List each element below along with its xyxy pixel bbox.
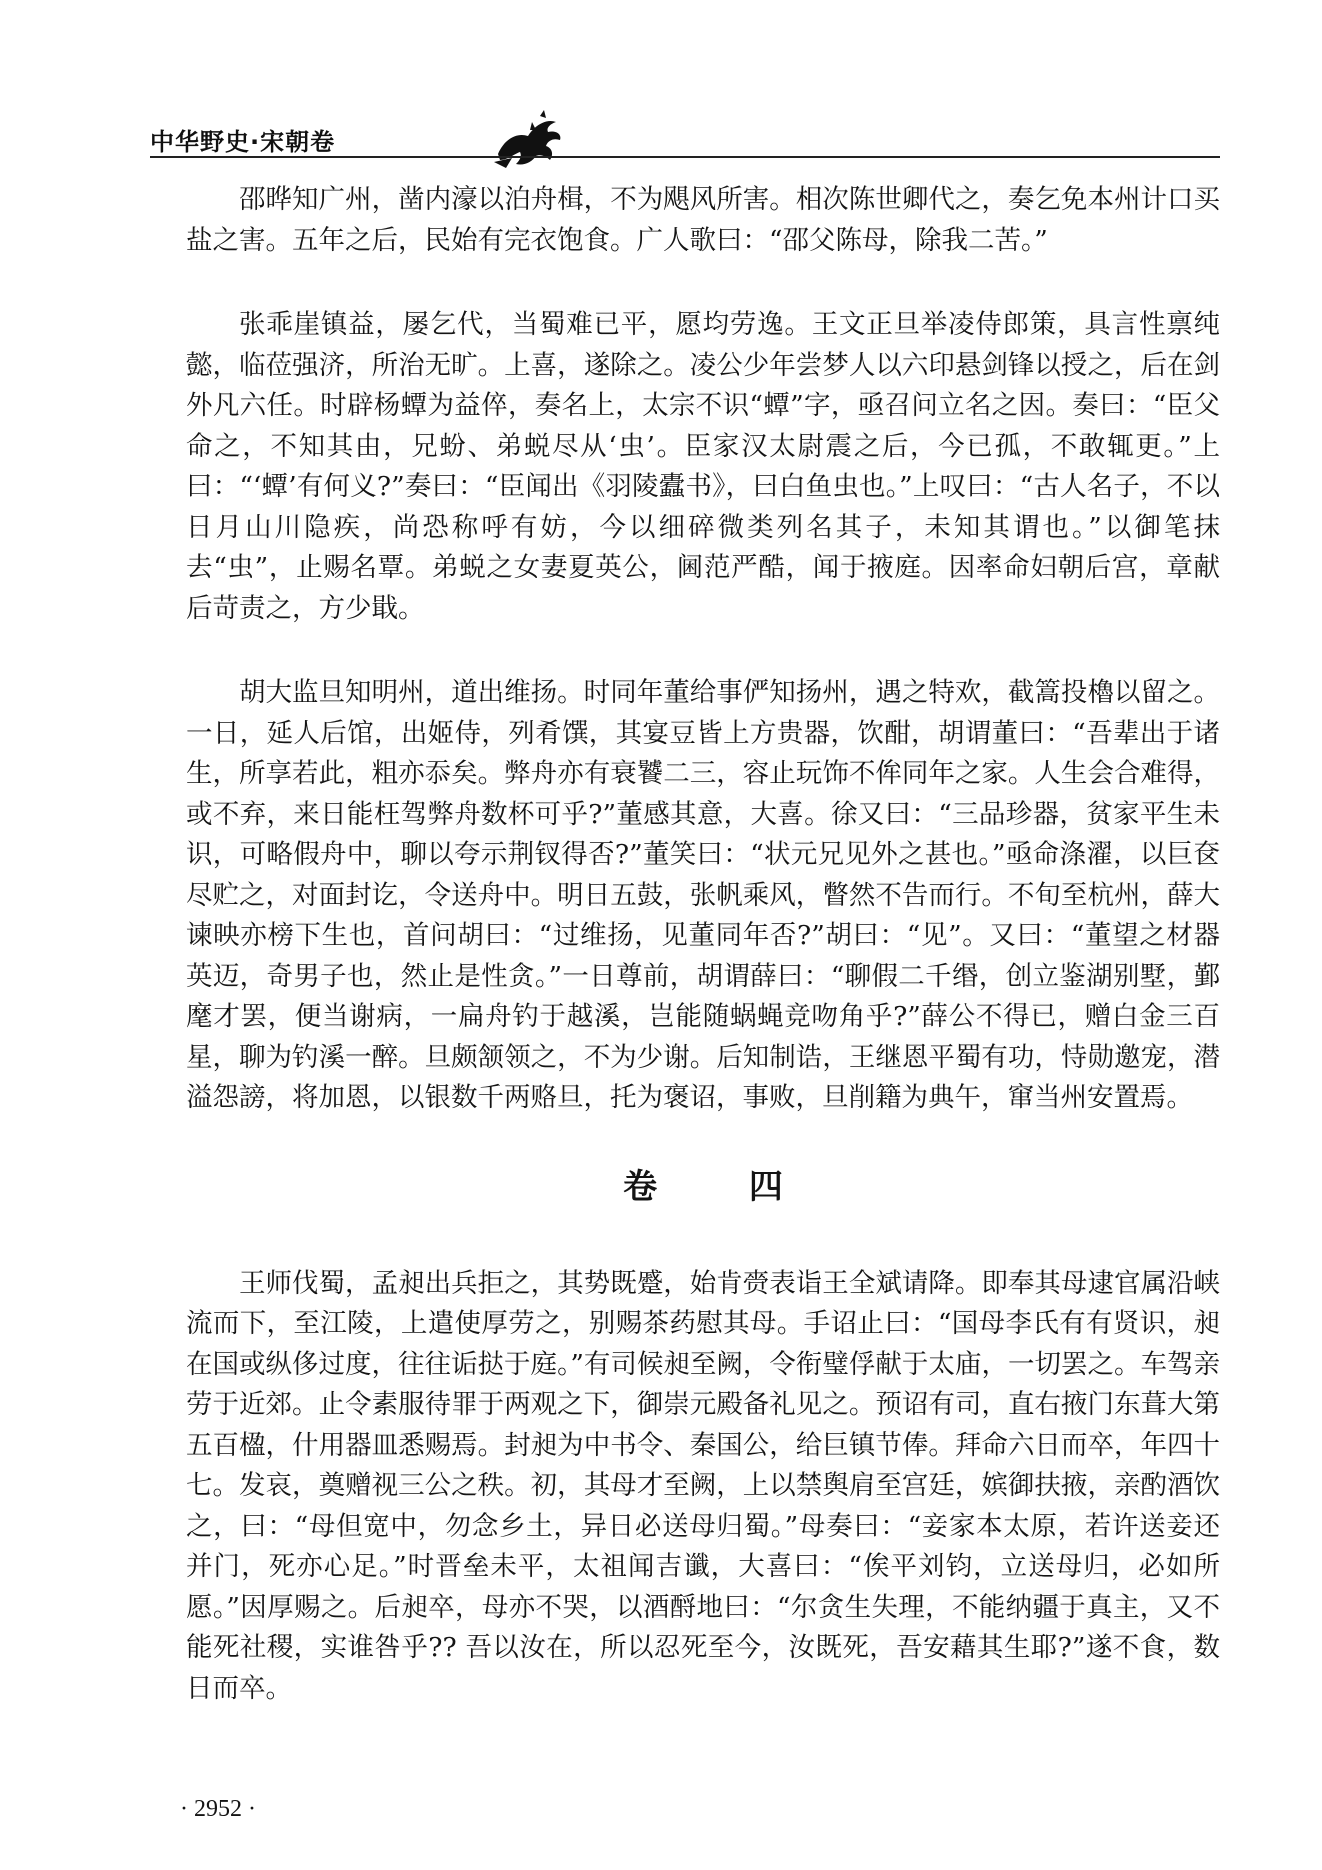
paragraph-hu-dajian: 胡大监旦知明州，道出维扬。时同年董给事俨知扬州，遇之特欢，截篙投櫓以留之。一日，延人后馆，出姬侍，列肴馔，其宴豆皆上方贵器，饮酣，胡谓董曰：“吾辈出于诸生，所享若此，粗亦忝矣。弊舟亦有衰饕二三，容止玩饰不侔同年之家。人生会合难得，或不弃，来日能枉驾弊舟数杯可乎?”董感其意，大喜。徐又曰：“三品珍器，贫家平生未识，可略假舟中，聊以夸示荆钗得否?”董笑曰：“状元兄见外之甚也。”亟命涤濯，以巨奁尽贮之，对面封讫，令送舟中。明日五鼓，张帆乘风，瞥然不告而行。不旬至杭州，薛大谏映亦榜下生也，首问胡曰：“过维扬，见董同年否?”胡曰：“见”。又曰：“董望之材器英迈，奇男子也，然止是性贪。”一日尊前，胡谓薛曰：“聊假二千缗，创立鉴湖别墅，鄞麾才罢，便当谢病，一扁舟钓于越溪，岂能随蜗蝇竞吻角乎?”薛公不得已，赠白金三百星，聊为钓溪一醉。旦颇颔领之，不为少谢。后知制诰，王继恩平蜀有功，恃勋邀宠，潜溢怨謗，将加恩，以银数千两赂旦，托为褒诏，事败，旦削籍为典午，窜当州安置焉。: [186, 677, 1220, 1113]
paragraph-zhang-guaiya: 张乖崖镇益，屡乞代，当蜀难已平，愿均劳逸。王文正旦举凌侍郎策，具言性禀纯懿，临莅强济，所治无旷。上喜，遂除之。凌公少年尝梦人以六印悬剑锋以授之，后在剑外凡六任。时辟杨蟫为益倅，奏名上，太宗不识“蟫”字，亟召问立名之因。奏曰：“臣父命之，不知其由，兄蚡、弟蜕尽从‘虫’。臣家汉太尉震之后，今已孤，不敢辄更。”上曰：“‘蟫’有何义?”奏曰：“臣闻出《羽陵蠹书》，曰白鱼虫也。”上叹曰：“古人名子，不以日月山川隐疾，尚恐称呼有妨，今以细碎微类列名其子，未知其谓也。”以御笔抹去“虫”，止赐名覃。弟蜕之女妻夏英公，阃范严酷，闻于掖庭。因率命妇朝后宫，章献后苛责之，方少戢。: [186, 309, 1220, 624]
page-body: [186, 180, 1220, 1709]
dragon-icon: [490, 110, 570, 172]
chapter-heading: 卷 四: [623, 1166, 823, 1207]
page-header: [150, 110, 1220, 170]
page-number: · 2952 ·: [180, 1796, 256, 1822]
paragraph-wang-shi-fa-shu: 王师伐蜀，孟昶出兵拒之，其势既蹙，始肯赍表诣王全斌请降。即奉其母逮官属沿峡流而下，至江陵，上遣使厚劳之，别赐茶药慰其母。手诏止曰：“国母李氏有有贤识，昶在国或纵侈过度，往往诟挞于庭。”有司候昶至阙，令衔璧俘献于太庙，一切罢之。车驾亲劳于近郊。止令素服待罪于两观之下，御崇元殿备礼见之。预诏有司，直右掖门东葺大第五百楹，什用器皿悉赐焉。封昶为中书令、秦国公，给巨镇节俸。拜命六日而卒，年四十七。发哀，奠赠视三公之秩。初，其母才至阙，上以禁舆肩至宫廷，嫔御扶掖，亲酌酒饮之，曰：“母但宽中，勿念乡土，异日必送母归蜀。”母奏曰：“妾家本太原，若许送妾还并门，死亦心足。”时晋垒未平，太祖闻吉谶，大喜曰：“俟平刘钧，立送母归，必如所愿。”因厚赐之。后昶卒，母亦不哭，以酒酹地曰：“尔贪生失理，不能纳疆于真主，又不能死社稷，实谁咎乎?? 吾以汝在，所以忍死至今，汝既死，吾安藉其生耶?”遂不食，数日而卒。: [186, 1267, 1220, 1704]
paragraph-shao-ye: 邵晔知广州，凿内濠以泊舟楫，不为飓风所害。相次陈世卿代之，奏乞免本州计口买盐之害。五年之后，民始有完衣饱食。广人歌曰：“邵父陈母，除我二苦。”: [186, 184, 1220, 256]
series-title: 中华野史·宋朝卷: [150, 128, 336, 156]
header-rule: [150, 156, 1220, 158]
